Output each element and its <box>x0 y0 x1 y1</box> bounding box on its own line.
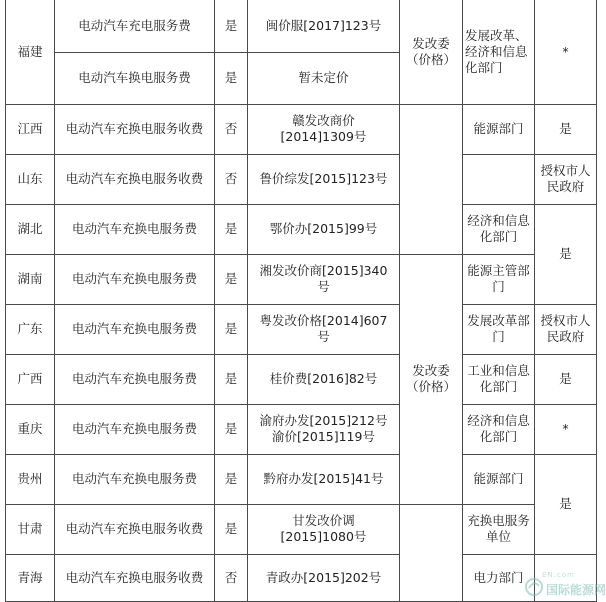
charged-cell: 否 <box>215 104 248 154</box>
charged-cell: 是 <box>215 504 248 554</box>
province-cell: 甘肃 <box>6 504 55 554</box>
pricing-department-cell <box>400 504 463 601</box>
managing-department-cell: 充换电服务 单位 <box>463 504 535 554</box>
charged-cell: 否 <box>215 154 248 204</box>
table-row <box>6 154 597 204</box>
authority-cell: 授权市人 民政府 <box>535 154 597 204</box>
authority-cell: * <box>535 0 597 104</box>
fee-item-cell: 电动汽车充换电服务收费 <box>55 154 215 204</box>
authority-cell: 是 <box>535 454 597 554</box>
table-row <box>6 454 597 504</box>
fee-item-cell: 电动汽车充换电服务费 <box>55 404 215 454</box>
fee-item-cell: 电动汽车充换电服务费 <box>55 204 215 254</box>
managing-department-cell <box>463 154 535 204</box>
policy-doc-cell: 青政办[2015]202号 <box>248 554 400 601</box>
table-row <box>6 504 597 554</box>
charged-cell: 是 <box>215 404 248 454</box>
table-row <box>6 304 597 354</box>
fee-item-cell: 电动汽车充换电服务费 <box>55 254 215 304</box>
policy-doc-cell: 桂价费[2016]82号 <box>248 354 400 404</box>
managing-department-cell: 电力部门 <box>463 554 535 601</box>
policy-doc-cell: 赣发改商价 [2014]1309号 <box>248 104 400 154</box>
authority-cell: 是 <box>535 204 597 304</box>
authority-cell: 授权市人 民政府 <box>535 304 597 354</box>
managing-department-cell: 经济和信息 化部门 <box>463 404 535 454</box>
province-cell: 湖南 <box>6 254 55 304</box>
province-cell: 湖北 <box>6 204 55 254</box>
authority-cell: 是 <box>535 354 597 404</box>
charged-cell: 是 <box>215 354 248 404</box>
watermark-site-name: 国际能源网 <box>546 583 606 597</box>
province-cell: 广西 <box>6 354 55 404</box>
table-row <box>6 204 597 254</box>
province-cell: 山东 <box>6 154 55 204</box>
province-cell: 江西 <box>6 104 55 154</box>
watermark <box>524 571 606 599</box>
fee-item-cell: 电动汽车充电服务费 <box>55 0 215 52</box>
province-cell: 重庆 <box>6 404 55 454</box>
managing-department-cell: 发展改革部门 <box>463 304 535 354</box>
province-cell: 贵州 <box>6 454 55 504</box>
table-row <box>6 404 597 454</box>
watermark-domain: EN.com <box>542 571 575 579</box>
pricing-department-cell: 发改委 （价格） <box>400 254 463 504</box>
province-cell: 广东 <box>6 304 55 354</box>
managing-department-cell: 能源部门 <box>463 104 535 154</box>
energy-logo-icon <box>524 577 544 597</box>
pricing-department-cell: 发改委 （价格） <box>400 0 463 104</box>
authority-cell: * <box>535 404 597 454</box>
fee-item-cell: 电动汽车充换电服务费 <box>55 304 215 354</box>
policy-doc-cell: 渝府办发[2015]212号 渝价[2015]119号 <box>248 404 400 454</box>
fee-item-cell: 电动汽车换电服务费 <box>55 52 215 104</box>
managing-department-cell: 发展改革、 经济和信息 化部门 <box>463 0 535 104</box>
charged-cell: 否 <box>215 554 248 601</box>
policy-doc-cell: 鄂价办[2015]99号 <box>248 204 400 254</box>
charged-cell: 是 <box>215 204 248 254</box>
table-row <box>6 104 597 154</box>
charged-cell: 是 <box>215 304 248 354</box>
policy-doc-cell: 闽价服[2017]123号 <box>248 0 400 52</box>
table-row <box>6 354 597 404</box>
charged-cell: 是 <box>215 52 248 104</box>
fee-item-cell: 电动汽车充换电服务费 <box>55 454 215 504</box>
authority-cell: 是 <box>535 104 597 154</box>
charged-cell: 是 <box>215 454 248 504</box>
policy-doc-cell: 湘发改价商[2015]340 号 <box>248 254 400 304</box>
managing-department-cell: 工业和信息 化部门 <box>463 354 535 404</box>
table-row <box>6 254 597 304</box>
table-row <box>6 0 597 52</box>
fee-item-cell: 电动汽车充换电服务收费 <box>55 104 215 154</box>
table-row <box>6 554 597 601</box>
policy-doc-cell: 粤发改价格[2014]607 号 <box>248 304 400 354</box>
fee-item-cell: 电动汽车充换电服务收费 <box>55 504 215 554</box>
charged-cell: 是 <box>215 0 248 52</box>
policy-doc-cell: 鲁价综发[2015]123号 <box>248 154 400 204</box>
province-cell: 青海 <box>6 554 55 601</box>
managing-department-cell: 经济和信息 化部门 <box>463 204 535 254</box>
policy-doc-cell: 甘发改价调 [2015]1080号 <box>248 504 400 554</box>
province-cell: 福建 <box>6 0 55 104</box>
policy-doc-cell: 暂未定价 <box>248 52 400 104</box>
charged-cell: 是 <box>215 254 248 304</box>
managing-department-cell: 能源主管部 门 <box>463 254 535 304</box>
fee-item-cell: 电动汽车充换电服务费 <box>55 354 215 404</box>
pricing-department-cell <box>400 104 463 254</box>
policy-doc-cell: 黔府办发[2015]41号 <box>248 454 400 504</box>
managing-department-cell: 能源部门 <box>463 454 535 504</box>
pricing-policy-table <box>5 0 597 602</box>
fee-item-cell: 电动汽车充换电服务收费 <box>55 554 215 601</box>
